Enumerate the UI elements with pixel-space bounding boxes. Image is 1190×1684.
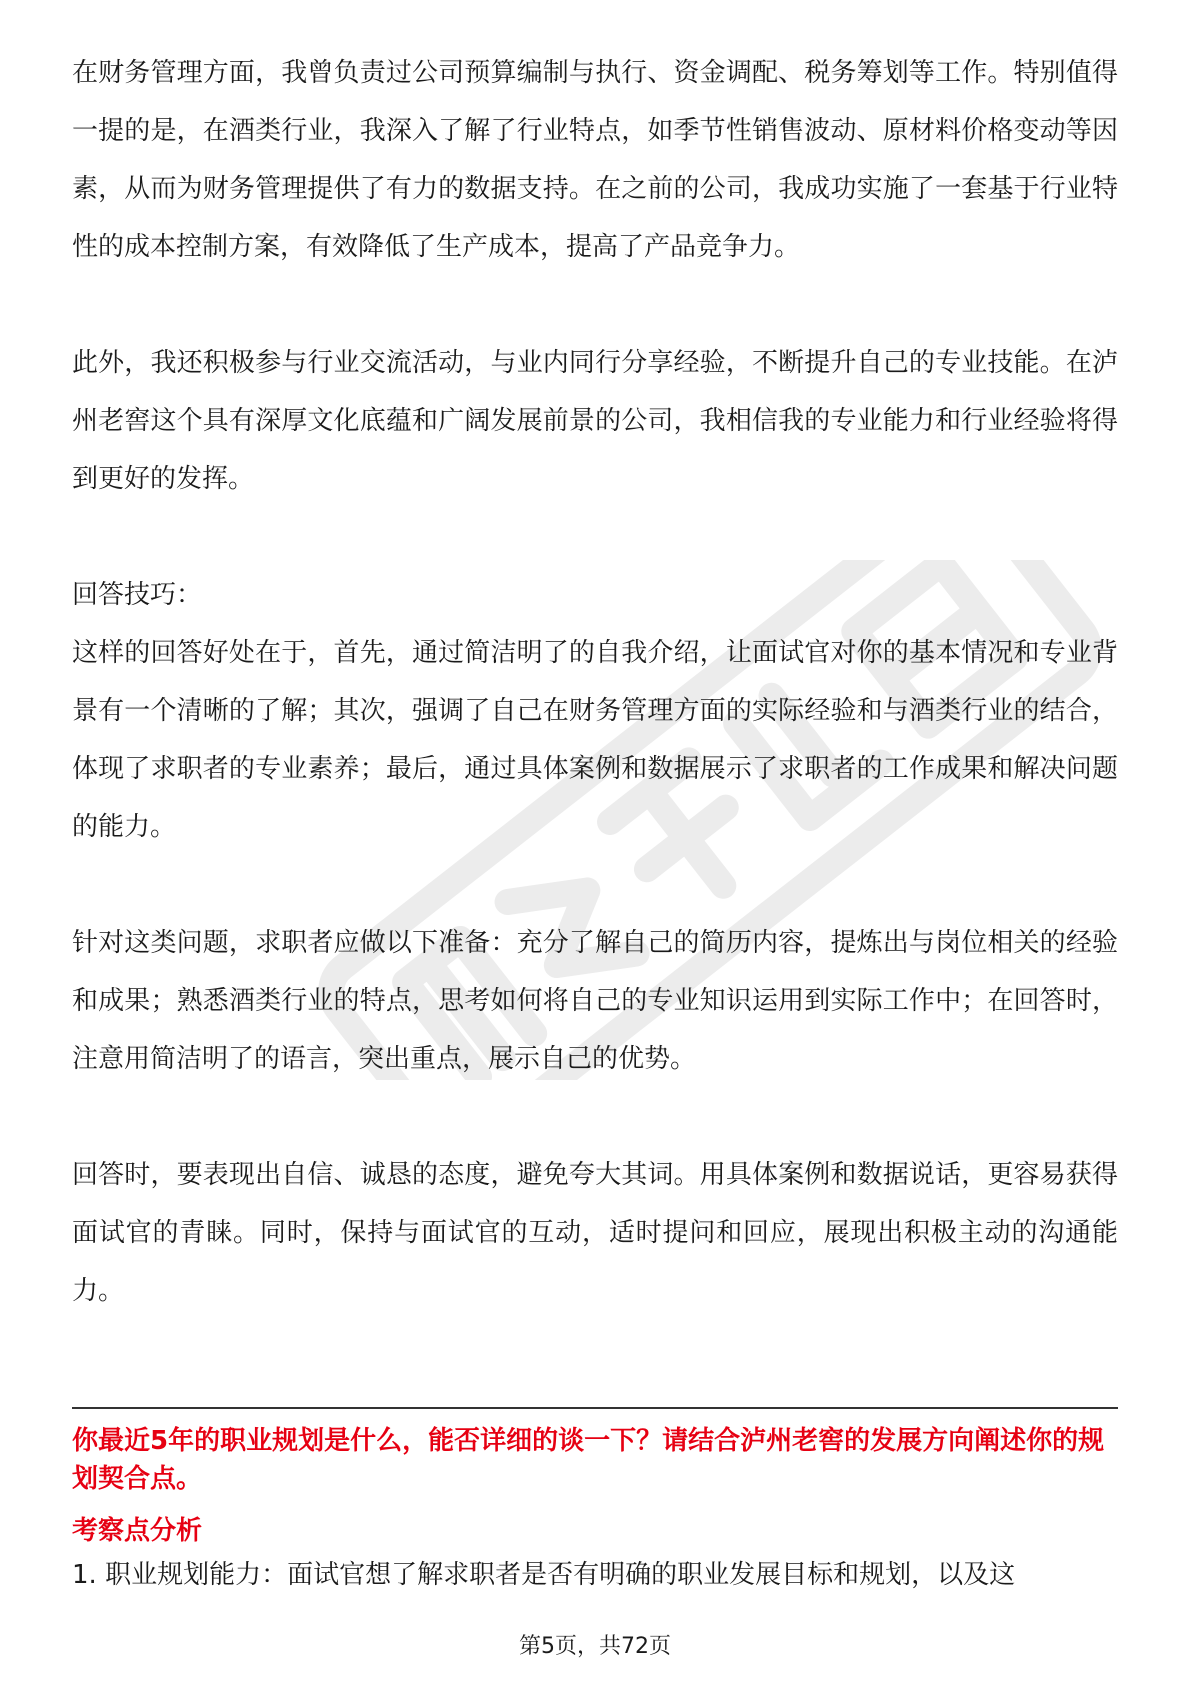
analysis-item-1: 1. 职业规划能力：面试官想了解求职者是否有明确的职业发展目标和规划，以及这 xyxy=(72,1560,1016,1590)
document-body xyxy=(72,44,1118,1320)
analysis-title: 考察点分析 xyxy=(72,1516,203,1546)
paragraph-answer-attitude: 回答时，要表现出自信、诚恳的态度，避免夸大其词。用具体案例和数据说话，更容易获得面试官的青睐。同时，保持与面试官的互动，适时提问和回应，展现出积极主动的沟通能力。 xyxy=(72,1160,1118,1306)
paragraph-industry-exchange: 此外，我还积极参与行业交流活动，与业内同行分享经验，不断提升自己的专业技能。在泸州老窖这个具有深厚文化底蕴和广阔发展前景的公司，我相信我的专业能力和行业经验将得到更好的发挥。 xyxy=(72,348,1118,494)
page-number: 第5页，共72页 xyxy=(519,1634,671,1659)
answer-tips-label: 回答技巧： xyxy=(72,580,203,610)
section-divider xyxy=(72,1407,1118,1409)
paragraph-preparation: 针对这类问题，求职者应做以下准备：充分了解自己的简历内容，提炼出与岗位相关的经验和成果；熟悉酒类行业的特点，思考如何将自己的专业知识运用到实际工作中；在回答时，注意用简洁明了的语言，突出重点，展示自己的优势。 xyxy=(72,928,1118,1074)
paragraph-answer-benefits: 这样的回答好处在于，首先，通过简洁明了的自我介绍，让面试官对你的基本情况和专业背景有一个清晰的了解；其次，强调了自己在财务管理方面的实际经验和与酒类行业的结合，体现了求职者的专业素养；最后，通过具体案例和数据展示了求职者的工作成果和解决问题的能力。 xyxy=(72,638,1118,842)
paragraph-finance-experience: 在财务管理方面，我曾负责过公司预算编制与执行、资金调配、税务筹划等工作。特别值得一提的是，在酒类行业，我深入了解了行业特点，如季节性销售波动、原材料价格变动等因素，从而为财务管理提供了有力的数据支持。在之前的公司，我成功实施了一套基于行业特性的成本控制方案，有效降低了生产成本，提高了产品竞争力。 xyxy=(72,58,1118,262)
question-heading: 你最近5年的职业规划是什么，能否详细的谈一下？请结合泸州老窖的发展方向阐述你的规划契合点。 xyxy=(72,1426,1105,1494)
